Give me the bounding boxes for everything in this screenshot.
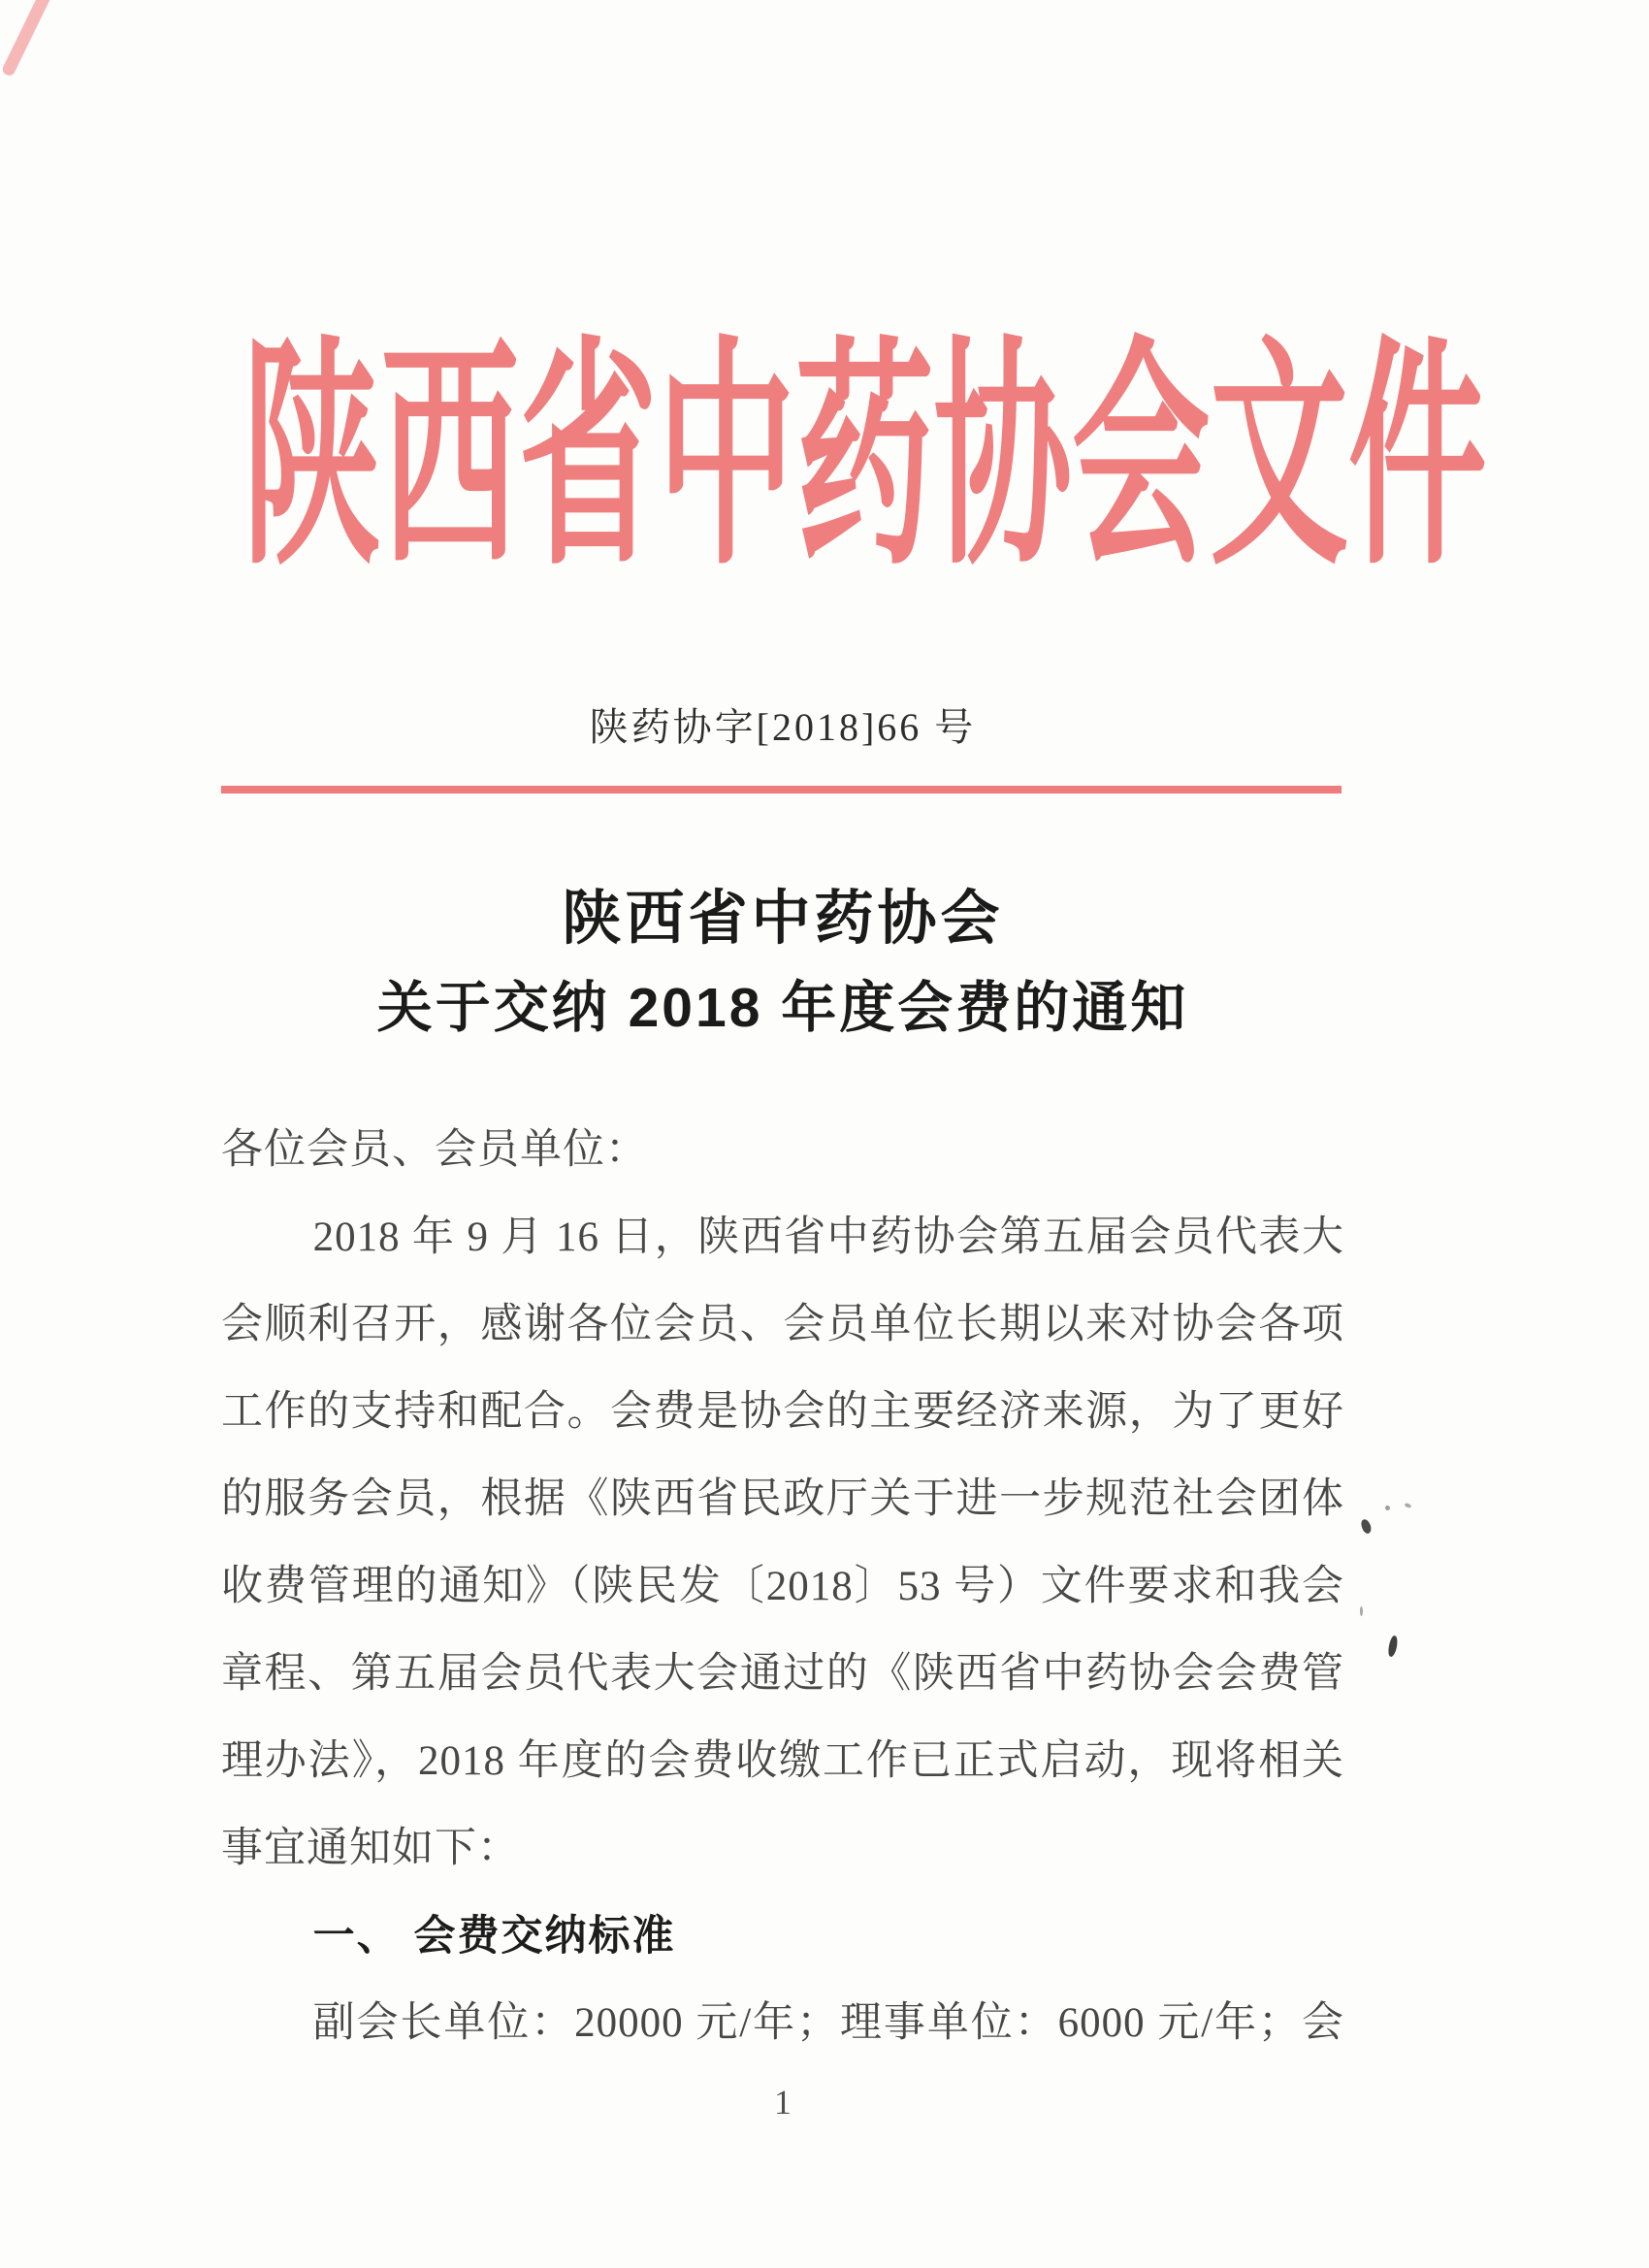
ink-speck [1360,1518,1373,1535]
body-line: 事宜通知如下： [221,1826,520,1871]
ink-speck [1360,1606,1363,1616]
letterhead-title: 陕西省中药协会文件 [242,325,1487,594]
salutation: 各位会员、会员单位： [221,1127,648,1173]
body-line: 章程、第五届会员代表大会通过的《陕西省中药协会会费管 [221,1651,1344,1697]
notice-title-line2: 关于交纳 2018 年度会费的通知 [376,977,1189,1039]
body-line: 副会长单位：20000 元/年；理事单位：6000 元/年；会 [312,2000,1344,2046]
body-line: 收费管理的通知》（陕民发〔2018〕53 号）文件要求和我会 [221,1564,1344,1609]
scan-corner-mark [1,0,55,78]
ink-speck [1405,1503,1412,1508]
notice-title [124,885,1441,1039]
body-line: 会顺利召开，感谢各位会员、会员单位长期以来对协会各项 [221,1302,1344,1347]
body-line: 的服务会员，根据《陕西省民政厅关于进一步规范社会团体 [221,1476,1344,1522]
red-divider-rule [221,786,1342,794]
document-number: 陕药协字[2018]66 号 [589,705,977,749]
body-line: 工作的支持和配合。会费是协会的主要经济来源，为了更好 [221,1389,1344,1435]
ink-speck [1387,1635,1399,1657]
notice-title-line1: 陕西省中药协会 [562,885,1004,951]
body-line: 2018 年 9 月 16 日，陕西省中药协会第五届会员代表大 [312,1215,1344,1260]
page-number: 1 [774,2083,792,2122]
notice-body [221,1107,1344,2067]
body-line: 理办法》，2018 年度的会费收缴工作已正式启动，现将相关 [221,1738,1344,1784]
section-heading: 一、 会费交纳标准 [312,1913,676,1960]
ink-speck [1385,1506,1390,1510]
